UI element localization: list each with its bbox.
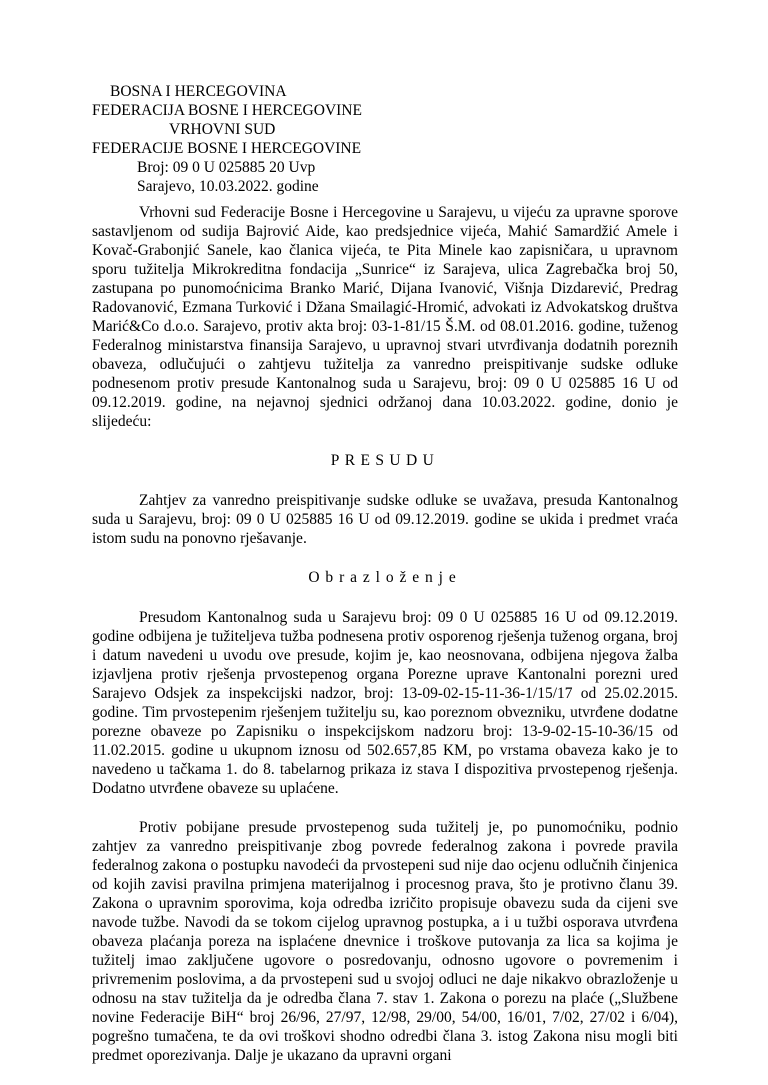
header-court-name: VRHOVNI SUD bbox=[169, 121, 276, 138]
reasoning-paragraph-2: Protiv pobijane presude prvostepenog suda tužitelj je, po punomoćniku, podnio zahtjev za vanredno preispitivanje zbog povrede federalnog zakona i povrede pravila federalnog zakona o postupku navodeći da prvostepeni sud nije dao ocjenu odlučnih činjenica od kojih zavisi pravilna primjena materijalnog i procesnog prava, što je protivno članu 39. Zakona o upravnim sporovima, koja odredba izričito propisuje obavezu suda da cijeni sve navode tužbe. Navodi da se tokom cijelog upravnog postupka, a i u tužbi osporava utvrđena obaveza plaćanja poreza na isplaćene dnevnice i troškove putovanja za lica sa kojima je tužitelj imao zaključene ugovore o posredovanju, odnosno ugovore o povremenim i privremenim poslovima, a da prvostepeni sud u svojoj odluci ne daje nikakvo obrazloženje u odnosu na stav tužitelja da je odredba člana 7. stav 1. Zakona o porezu na plaće („Službene novine Federacije BiH“ broj 26/96, 27/97, 12/98, 29/00, 54/00, 16/01, 7/02, 27/02 i 6/04), pogrešno tumačena, te da ovi troškovi shodno odredbi člana 3. istog Zakona nisu mogli biti predmet oporezivanja. Dalje je ukazano da upravni organi bbox=[92, 819, 678, 1064]
intro-paragraph: Vrhovni sud Federacije Bosne i Hercegovine u Sarajevu, u vijeću za upravne sporove sastavljenom od sudija Bajrović Aide, kao predsjednice vijeća, Mahić Samardžić Amele i Kovač-Grabonjić Sanele, kao članica vijeća, te Pita Minele kao zapisničara, u upravnom sporu tužitelja Mikrokreditna fondacija „Sunrice“ iz Sarajeva, ulica Zagrebačka broj 50, zastupana po punomoćnicima Branko Marić, Dijana Ivanović, Višnja Dizdarević, Predrag Radovanović, Ezmana Turković i Džana Smailagić-Hromić, advokati iz Advokatskog društva Marić&Co d.o.o. Sarajevo, protiv akta broj: 03-1-81/15 Š.M. od 08.01.2016. godine, tuženog Federalnog ministarstva finansija Sarajevo, u upravnoj stvari utvrđivanja dodatnih poreznih obaveza, odlučujući o zahtjevu tužitelja za vanredno preispitivanje sudske odluke podnesenom protiv presude Kantonalnog suda u Sarajevu, broj: 09 0 U 025885 16 U od 09.12.2019. godine, na nejavnoj sjednici održanoj dana 10.03.2022. godine, donio je slijedeću: bbox=[92, 204, 678, 430]
reasoning-paragraph-1: Presudom Kantonalnog suda u Sarajevu broj: 09 0 U 025885 16 U od 09.12.2019. godine odbijena je tužiteljeva tužba podnesena protiv osporenog rješenja tuženog organa, broj i datum navedeni u uvodu ove presude, kojim je, kao neosnovana, odbijena njegova žalba izjavljena protiv rješenja prvostepenog organa Porezne uprave Kantonalni porezni ured Sarajevo Odsjek za inspekcijski nadzor, broj: 13-09-02-15-11-36-1/15/17 od 25.02.2015. godine. Tim prvostepenim rješenjem tužitelju su, kao poreznom obvezniku, utvrđene dodatne porezne obaveze po Zapisniku o inspekcijskom nadzoru broj: 13-9-02-15-10-36/15 od 11.02.2015. godine u ukupnom iznosu od 502.657,85 KM, po vrstama obaveza kako je to navedeno u tačkama 1. do 8. tabelarnog prikaza iz stava I dispozitiva prvostepenog rješenja. Dodatno utvrđene obaveze su uplaćene. bbox=[92, 609, 678, 797]
verdict-title: PRESUDU bbox=[330, 452, 440, 469]
court-header bbox=[92, 82, 362, 196]
header-court-federation: FEDERACIJE BOSNE I HERCEGOVINE bbox=[92, 140, 362, 157]
verdict-paragraph: Zahtjev za vanredno preispitivanje sudske odluke se uvažava, presuda Kantonalnog suda u Sarajevu, broj: 09 0 U 025885 16 U od 09.12.2019. godine se ukida i predmet vraća istom sudu na ponovno rješavanje. bbox=[92, 492, 678, 547]
place-date: Sarajevo, 10.03.2022. godine bbox=[137, 178, 319, 195]
header-federation: FEDERACIJA BOSNE I HERCEGOVINE bbox=[92, 102, 362, 119]
header-country: BOSNA I HERCEGOVINA bbox=[110, 83, 287, 100]
case-number: Broj: 09 0 U 025885 20 Uvp bbox=[137, 159, 316, 176]
document-body bbox=[92, 203, 678, 1085]
reasoning-title: Obrazloženje bbox=[308, 569, 462, 586]
